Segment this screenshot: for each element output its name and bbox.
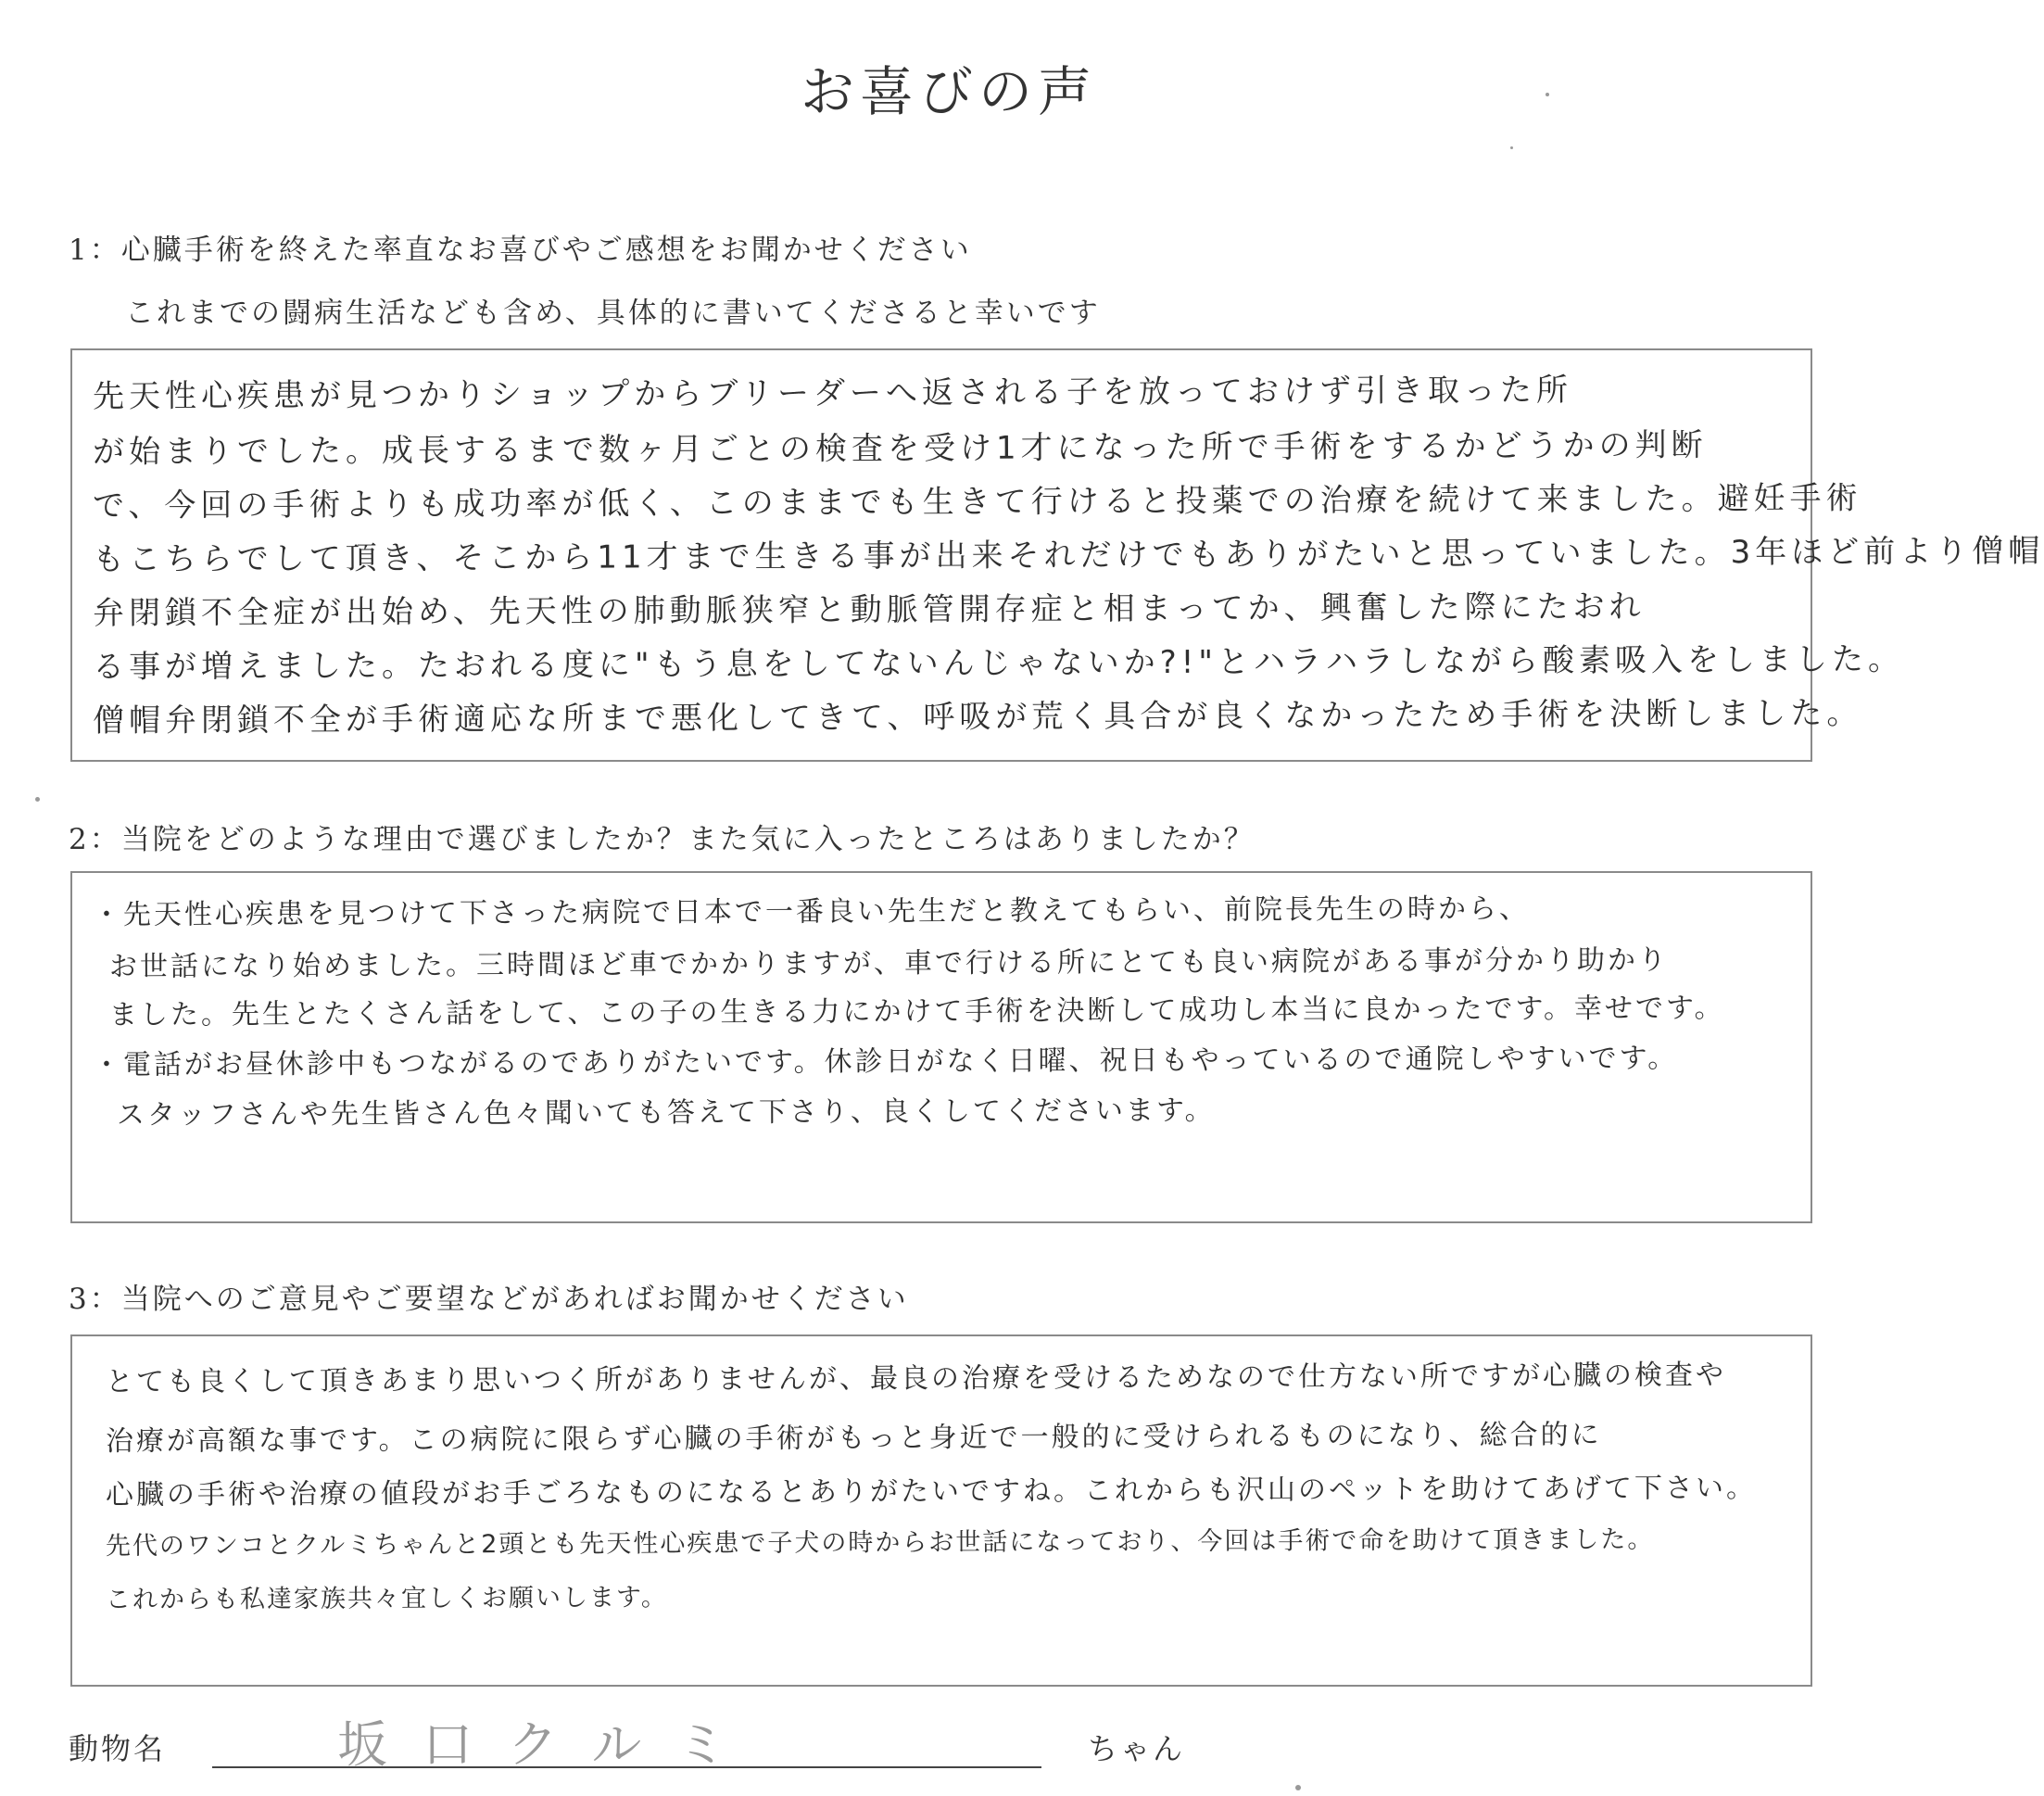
scan-speck (1510, 146, 1513, 149)
scan-speck (35, 797, 40, 802)
question-2: 2：当院をどのような理由で選びましたか？また気に入ったところはありましたか？ (69, 823, 1255, 856)
question-1-subtext: これまでの闘病生活なども含め、具体的に書いてくださると幸いです (125, 297, 1101, 330)
pet-name-suffix: ちゃん (1088, 1731, 1186, 1766)
answer-2-line: ・電話がお昼休診中もつながるのでありがたいです。休診日がなく日曜、祝日もやっているので通院しやすいです。 (92, 1042, 1679, 1081)
answer-2-line: お世話になり始めました。三時間ほど車でかかりますが、車で行ける所にとても良い病院がある事が分かり助かり (108, 943, 1670, 983)
answer-3-line: 治療が高額な事です。この病院に限らず心臓の手術がもっと身近で一般的に受けられるものになり、総合的に (105, 1418, 1602, 1458)
answer-1-line: 弁閉鎖不全症が出始め、先天性の肺動脈狭窄と動脈管開存症と相まってか、興奮した際にたおれ (92, 588, 1646, 632)
answer-1-line: で、今回の手術よりも成功率が低く、このままでも生きて行けると投薬での治療を続けて来ました。避妊手術 (92, 479, 1862, 525)
answer-box-2 (70, 871, 1812, 1223)
scan-speck (1295, 1785, 1301, 1790)
answer-3-line: 心臓の手術や治療の値段がお手ごろなものになるとありがたいですね。これからも沢山のペットを助けてあげて下さい。 (105, 1472, 1758, 1511)
answer-1-line: もこちらでして頂き、そこから11才まで生きる事が出来それだけでもありがたいと思っていました。3年ほど前より僧帽 (92, 532, 2044, 578)
answer-box-3 (70, 1334, 1812, 1687)
answer-2-line: スタッフさんや先生皆さん色々聞いても答えて下さり、良くしてくださいます。 (116, 1094, 1216, 1132)
answer-1-line: が始まりでした。成長するまで数ヶ月ごとの検査を受け1才になった所で手術をするかどうかの判断 (92, 426, 1708, 471)
answer-3-line: 先代のワンコとクルミちゃんと2頭とも先天性心疾患で子犬の時からお世話になっており、今回は手術で命を助けて頂きました。 (105, 1524, 1655, 1561)
page-title: お喜びの声 (800, 60, 1097, 123)
answer-1-line: 先天性心疾患が見つかりショップからブリーダーへ返される子を放っておけず引き取った所 (92, 372, 1573, 415)
answer-1-line: 僧帽弁閉鎖不全が手術適応な所まで悪化してきて、呼吸が荒く具合が良くなかったため手術を決断しました。 (92, 694, 1863, 740)
answer-1-line: る事が増えました。たおれる度に"もう息をしてないんじゃないか?!"とハラハラしながら酸素吸入をしました。 (92, 640, 1905, 686)
pet-name-row (69, 1713, 1273, 1777)
answer-2-line: ・先天性心疾患を見つけて下さった病院で日本で一番良い先生だと教えてもらい、前院長先生の時から、 (92, 892, 1531, 931)
scan-speck (1546, 93, 1549, 96)
pet-name-label: 動物名 (69, 1731, 167, 1766)
question-1: 1：心臓手術を終えた率直なお喜びやご感想をお聞かせください (69, 234, 972, 267)
answer-box-1 (70, 348, 2044, 762)
answer-3-line: これからも私達家族共々宜しくお願いします。 (105, 1583, 668, 1614)
answer-2-line: ました。先生とたくさん話をして、この子の生きる力にかけて手術を決断して成功し本当に良かったです。幸せです。 (108, 992, 1725, 1031)
question-3: 3：当院へのご意見やご要望などがあればお聞かせください (69, 1283, 909, 1316)
pet-name-value: 坂口クルミ (337, 1715, 763, 1774)
answer-3-line: とても良くして頂きあまり思いつく所がありませんが、最良の治療を受けるためなので仕方ない所ですが心臓の検査や (105, 1359, 1727, 1398)
